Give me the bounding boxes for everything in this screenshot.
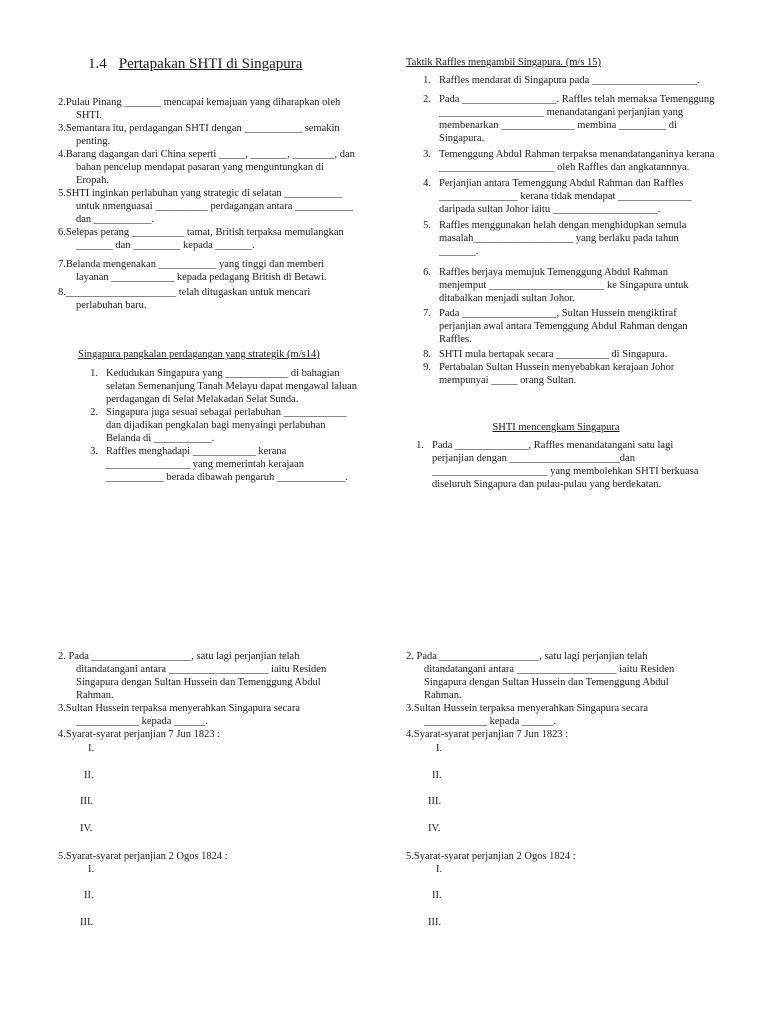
strategik-list [73, 367, 360, 484]
left-item: 7.Belanda mengenakan ___________ yang tinggi dan memberi layanan ____________ kepada pedagang British di Betawi. [58, 259, 327, 283]
left-item: 2.Pulau Pinang _______ mencapai kemajuan yang diharapkan oleh SHTI. [58, 97, 341, 121]
section-heading: Singapura pangkalan perdagangan yang strategik (m/s14) [78, 349, 320, 360]
list-item: 8. SHTI mula bertapak secara __________ di Singapura. [423, 349, 668, 360]
list-item: 1. Raffles mendarat di Singapura pada ____________________. [423, 75, 700, 86]
bottom-item: 2. Pada ___________________, satu lagi perjanjian telah ditandatangani antara ___________________ iaitu Residen Singapura dengan Sultan Hussein dan Temenggung Abdul Rahman. [406, 651, 675, 701]
section-taktik [406, 56, 716, 387]
roman-numeral: III. [428, 917, 442, 928]
section-strategik [78, 348, 360, 484]
list-item: 1. Kedudukan Singapura yang ____________ di bahagian selatan Semenanjung Tanah Melayu dapat mengawal laluan perdagangan di Selat Melakadan Selat Sunda. [90, 368, 357, 405]
bottom-item: 3.Sultan Hussein terpaksa menyerahkan Singapura secara ____________ kepada ______. [58, 703, 301, 727]
section-mencengkam [416, 421, 716, 491]
bottom-item: 4.Syarat-syarat perjanjian 7 Jun 1823 : [58, 729, 221, 740]
roman-numeral: II. [432, 890, 442, 901]
list-item: 4. Perjanjian antara Temenggung Abdul Rahman dan Raffles _______________ kerana tidak mendapat ______________ daripada sultan Johor iaitu ____________________. [423, 178, 692, 215]
left-item: 4.Barang dagangan dari China seperti _____, _______, ________, dan bahan pencelup mendapat pasaran yang menguntungkan di Eropah. [58, 149, 355, 186]
bottom-item: 5.Syarat-syarat perjanjian 2 Ogos 1824 : [406, 851, 576, 862]
list-item: 2. Singapura juga sesuai sebagai perlabuhan ____________ dan dijadikan pengkalan bagi menyaingi perlabuhan Belanda di ___________. [90, 407, 347, 444]
roman-numeral: II. [432, 770, 442, 781]
list-item: 3. Raffles menghadapi ____________ kerana ________________ yang memerintah kerajaan ___________ berada dibawah pengaruh _____________. [90, 446, 348, 483]
roman-numeral: I. [88, 743, 95, 754]
list-item: 2. Pada __________________. Raffles telah memaksa Temenggung ____________________ menandatangani perjanjian yang membenarkan ______________ membina _________ di Singapura. [423, 94, 715, 144]
bottom-right-block [406, 650, 706, 950]
roman-numeral: IV. [428, 823, 441, 834]
left-item: 5.SHTI inginkan perlabuhan yang strategic di selatan ___________ untuk nmenguasai __________ perdagangan antara ___________ dan ___________. [58, 188, 353, 225]
roman-numeral: I. [88, 864, 95, 875]
bottom-item: 4.Syarat-syarat perjanjian 7 Jun 1823 : [406, 729, 569, 740]
title-number: 1.4 [88, 56, 107, 72]
page-title [88, 55, 302, 73]
roman-numeral: II. [84, 770, 94, 781]
title-text: Pertapakan SHTI di Singapura [118, 56, 303, 72]
roman-numeral: I. [436, 864, 443, 875]
roman-numeral: III. [428, 796, 442, 807]
section-heading: SHTI mencengkam Singapura [492, 422, 620, 433]
roman-numeral: II. [84, 890, 94, 901]
roman-numeral: III. [80, 917, 94, 928]
section-heading: Taktik Raffles mengambil Singapura. (m/s 15) [406, 57, 602, 68]
list-item: 7. Pada __________________, Sultan Hussein mengiktiraf perjanjian awal antara Temenggung Abdul Rahman dengan Raffles. [423, 308, 688, 345]
mencengkam-list [399, 439, 716, 491]
roman-numeral: IV. [80, 823, 93, 834]
bottom-item: 5.Syarat-syarat perjanjian 2 Ogos 1824 : [58, 851, 228, 862]
roman-numeral: I. [436, 743, 443, 754]
list-item: 6. Raffles berjaya memujuk Temenggung Abdul Rahman menjemput ______________________ ke Singapura untuk ditabalkan menjadi sultan Johor. [423, 267, 689, 304]
roman-numeral: III. [80, 796, 94, 807]
left-item: 6.Selepas perang __________ tamat, British terpaksa memulangkan _______ dan _________ kepada _______. [58, 227, 344, 251]
bottom-item: 3.Sultan Hussein terpaksa menyerahkan Singapura secara ____________ kepada ______. [406, 703, 649, 727]
bottom-item: 2. Pada ___________________, satu lagi perjanjian telah ditandatangani antara ___________________ iaitu Residen Singapura dengan Sultan Hussein dan Temenggung Abdul Rahman. [58, 651, 327, 701]
list-item: 1. Pada ______________, Raffles menandatangani satu lagi perjanjian dengan _____________________dan ______________________ yang membolehkan SHTI berkuasa diseluruh Singapura dan pulau-pulau yang berdekatan. [416, 440, 699, 490]
list-item: 5. Raffles menggunakan helah dengan menghidupkan semula masalah___________________ yang berlaku pada tahun _______. [423, 220, 687, 257]
left-top-list [58, 96, 356, 312]
list-item: 9. Pertabalan Sultan Hussein menyebabkan kerajaan Johor mempunyai _____ orang Sultan. [423, 362, 675, 386]
bottom-left-block [58, 650, 358, 950]
list-item: 3. Temenggung Abdul Rahman terpaksa menandatanganinya kerana ______________________ oleh Raffles dan angkatannnya. [423, 149, 715, 173]
left-item: 3.Semantara itu, perdagangan SHTI dengan ___________ semakin penting. [58, 123, 340, 147]
taktik-list [406, 74, 716, 387]
left-item: 8._____________________ telah ditugaskan untuk mencari perlabuhan baru. [58, 287, 311, 311]
